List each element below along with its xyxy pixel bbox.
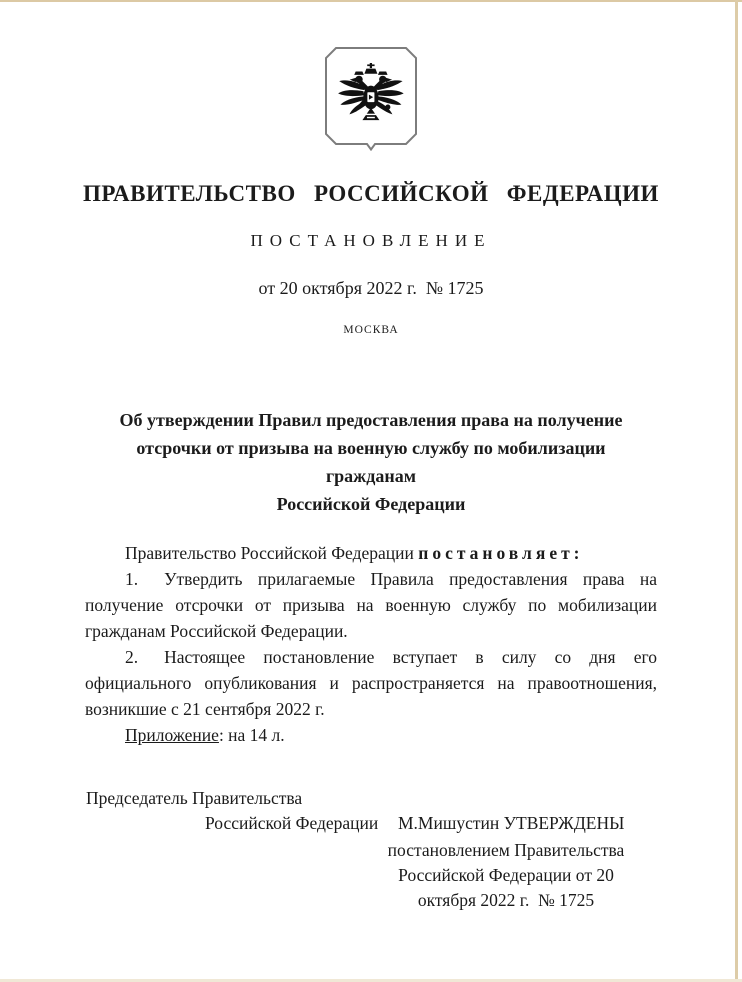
document-title — [91, 406, 651, 518]
item-1-number: 1. — [125, 569, 139, 589]
document-body — [85, 540, 657, 748]
item-2-number: 2. — [125, 647, 139, 667]
paragraph-item-1 — [85, 566, 657, 644]
date-and-number-line: от 20 октября 2022 г. № 1725 — [258, 278, 484, 298]
signer-post-line-1: Председатель Правительства — [86, 788, 303, 808]
preamble-paragraph — [85, 540, 657, 566]
document-type-heading: ПОСТАНОВЛЕНИЕ — [250, 231, 492, 250]
signer-post-line-2: Российской Федерации — [205, 813, 379, 833]
item-1-text: Утвердить прилагаемые Правила предоставления права на получение отсрочки от призыва на военную службу по мобилизации гражданам Российской Федерации. — [85, 569, 657, 641]
approval-stamp: УТВЕРЖДЕНЫ — [503, 813, 625, 833]
attachment-value: : на 14 л. — [218, 725, 285, 745]
approval-reference — [345, 838, 667, 913]
emblem-block — [0, 47, 742, 151]
document-title-line-3: Российской Федерации — [276, 494, 466, 514]
signature-block — [0, 788, 742, 948]
preamble-verb: постановляет: — [418, 543, 584, 563]
city-line: МОСКВА — [343, 324, 399, 336]
scan-edge-top — [0, 0, 742, 2]
document-title-line-2: отсрочки от призыва на военную службу по мобилизации гражданам — [136, 438, 606, 486]
approval-reference-line-2: Российской Федерации от 20 — [398, 865, 614, 885]
coat-of-arms-icon — [325, 47, 417, 151]
approval-reference-line-3: октября 2022 г. № 1725 — [417, 890, 595, 910]
document-title-line-1: Об утверждении Правил предоставления права на получение — [119, 410, 623, 430]
item-2-text: Настоящее постановление вступает в силу со дня его официального опубликования и распространяется на правоотношения, возникшие с 21 сентября 2022 г. — [85, 647, 657, 719]
attachment-line — [85, 722, 657, 748]
approval-reference-line-1: постановлением Правительства — [387, 840, 625, 860]
preamble-lead: Правительство Российской Федерации — [125, 543, 419, 563]
signer-name-and-approval — [398, 813, 624, 834]
issuing-authority-title: ПРАВИТЕЛЬСТВО РОССИЙСКОЙ ФЕДЕРАЦИИ — [83, 181, 659, 206]
paragraph-item-2 — [85, 644, 657, 722]
signer-name: М.Мишустин — [398, 813, 500, 833]
attachment-label: Приложение — [125, 725, 219, 745]
